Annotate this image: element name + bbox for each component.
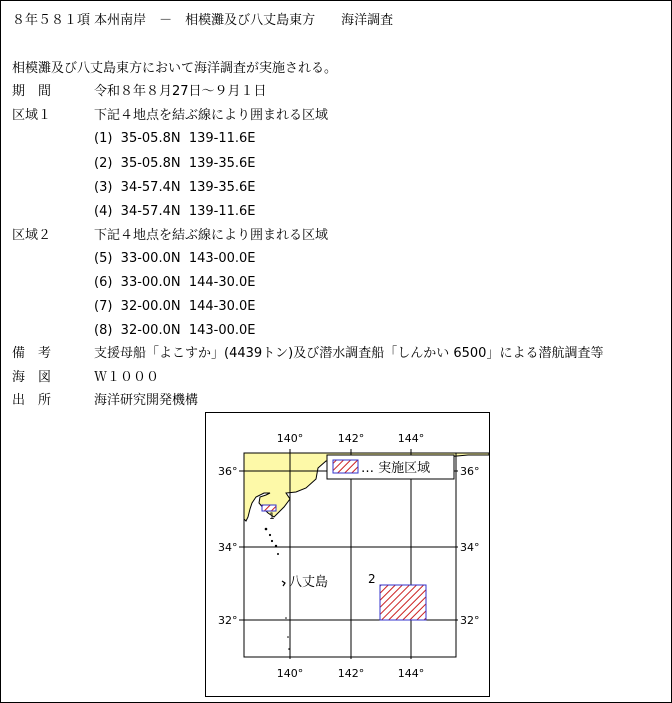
notice-summary: 相模灘及び八丈島東方において海洋調査が実施される。	[12, 61, 338, 76]
area1-desc: 下記４地点を結ぶ線により囲まれる区域	[94, 108, 329, 123]
hachijojima-island	[282, 581, 285, 586]
lat-label-right-36: 36°	[460, 465, 480, 478]
lon-label-top-144: 144°	[397, 432, 425, 445]
lon-label-bottom-144: 144°	[397, 667, 425, 680]
period-label: 期 間	[12, 84, 52, 99]
lon-label-bottom-142: 142°	[337, 667, 365, 680]
source-value: 海洋研究開発機構	[94, 393, 199, 408]
area2-point: (7) 32-00.0N 144-30.0E	[94, 299, 256, 314]
area1-box	[262, 505, 276, 511]
area1-point: (3) 34-57.4N 139-35.6E	[94, 180, 256, 195]
area2-point: (5) 33-00.0N 143-00.0E	[94, 251, 256, 266]
island-dot	[277, 553, 279, 555]
island-dot	[269, 534, 271, 536]
period-value: 令和８年８月27日～９月１日	[94, 84, 267, 99]
legend-swatch	[333, 460, 358, 473]
area2-point: (8) 32-00.0N 143-00.0E	[94, 323, 256, 338]
area1-point: (4) 34-57.4N 139-11.6E	[94, 204, 256, 219]
lat-label-left-34: 34°	[218, 541, 238, 554]
area2-number: 2	[368, 572, 376, 586]
island-dot	[265, 528, 268, 531]
lat-label-left-32: 32°	[218, 614, 238, 627]
lat-label-left-36: 36°	[218, 465, 238, 478]
remarks-value: 支援母船「よこすか」(4439トン)及び潜水調査船「しんかい 6500」による潜航調査等	[94, 346, 604, 361]
area2-label: 区域２	[12, 228, 52, 243]
lon-label-bottom-140: 140°	[276, 667, 304, 680]
lat-label-right-34: 34°	[460, 541, 480, 554]
island-dot	[287, 636, 289, 638]
lat-label-right-32: 32°	[460, 614, 480, 627]
lon-label-top-140: 140°	[276, 432, 304, 445]
remarks-label: 備 考	[12, 346, 52, 361]
source-label: 出 所	[12, 393, 52, 408]
area2-point: (6) 33-00.0N 144-30.0E	[94, 275, 256, 290]
area2-box	[380, 585, 426, 620]
area-map	[205, 412, 490, 697]
notice-header: ８年５８１項 本州南岸 － 相模灘及び八丈島東方 海洋調査	[12, 13, 394, 28]
lon-label-top-142: 142°	[337, 432, 365, 445]
area1-number: 1	[269, 512, 275, 522]
chart-value: Ｗ１０００	[94, 370, 160, 385]
area1-point: (1) 35-05.8N 139-11.6E	[94, 131, 256, 146]
area1-point: (2) 35-05.8N 139-35.6E	[94, 156, 256, 171]
island-dot	[271, 540, 273, 542]
island-dot	[285, 617, 287, 619]
legend-label: … 実施区域	[361, 461, 431, 476]
area2-desc: 下記４地点を結ぶ線により囲まれる区域	[94, 228, 329, 243]
chart-label: 海 図	[12, 370, 52, 385]
area1-label: 区域１	[12, 108, 52, 123]
hachijojima-label: 八丈島	[289, 575, 329, 590]
